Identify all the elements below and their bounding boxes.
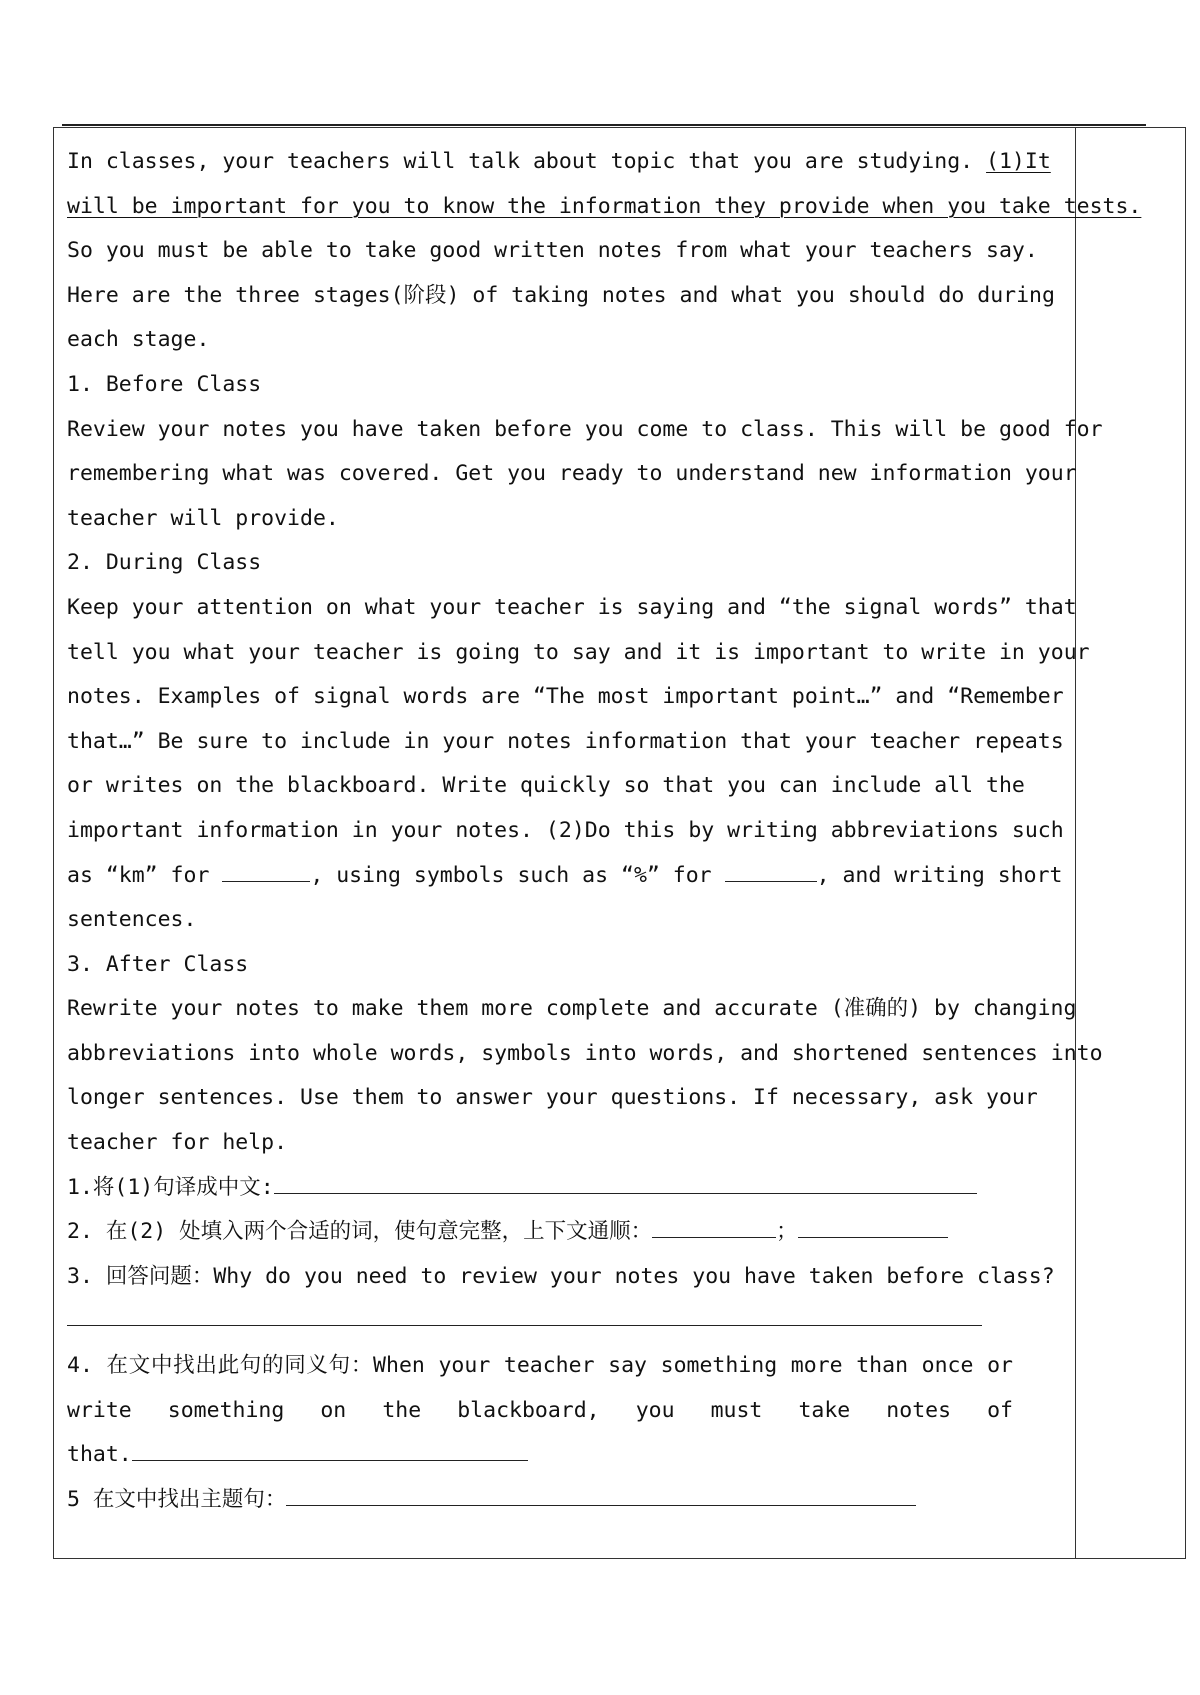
question-4: 4. 在文中找出此句的同义句：When your teacher say something more than once or <box>67 1353 1013 1379</box>
passage-line: Here are the three stages(阶段) of taking notes and what you should do during <box>67 282 1055 308</box>
blank-km[interactable] <box>222 855 310 882</box>
passage-line: teacher will provide. <box>67 505 339 531</box>
passage-line: Keep your attention on what your teacher is saying and “the signal words” that <box>67 594 1077 620</box>
question-3: 3. 回答问题：Why do you need to review your notes you have taken before class? <box>67 1263 1055 1289</box>
passage-line: remembering what was covered. Get you ready to understand new information your <box>67 461 1077 487</box>
question-5: 5 在文中找出主题句： <box>67 1478 1013 1523</box>
passage-line: In classes, your teachers will talk about topic that you are studying. (1)It <box>67 149 1051 174</box>
passage-line: Rewrite your notes to make them more complete and accurate (准确的) by changing <box>67 996 1077 1022</box>
passage-line: or writes on the blackboard. Write quickly so that you can include all the <box>67 773 1025 799</box>
answer-blank-q4[interactable] <box>132 1434 528 1461</box>
side-column-divider <box>1075 128 1076 1558</box>
passage-line: So you must be able to take good written notes from what your teachers say. <box>67 238 1038 264</box>
passage-line-with-blanks: as “km” for , using symbols such as “%” for , and writing short <box>67 854 1013 899</box>
underlined-sentence-marker: (1)It <box>986 149 1051 174</box>
passage-line: Review your notes you have taken before you come to class. This will be good for <box>67 416 1103 442</box>
passage-line: sentences. <box>67 907 197 933</box>
passage-line: abbreviations into whole words, symbols into words, and shortened sentences into <box>67 1040 1103 1066</box>
section-heading-after-class: 3. After Class <box>67 951 249 977</box>
header-rule <box>62 124 1146 126</box>
blank-percent[interactable] <box>725 855 817 882</box>
passage-line: each stage. <box>67 327 210 353</box>
answer-blank-q1[interactable] <box>274 1167 977 1194</box>
passage-cell <box>67 140 1142 1522</box>
question-4-cont: write something on the blackboard, you must take notes of <box>67 1397 1013 1423</box>
answer-blank-q2a[interactable] <box>652 1211 776 1238</box>
passage-line: that…” Be sure to include in your notes information that your teacher repeats <box>67 728 1064 754</box>
section-heading-during-class: 2. During Class <box>67 550 262 576</box>
passage-line: teacher for help. <box>67 1130 288 1156</box>
answer-rule-q3 <box>67 1325 982 1326</box>
underlined-sentence: will be important for you to know the information they provide when you take tests. <box>67 193 1142 219</box>
answer-blank-q2b[interactable] <box>798 1211 948 1238</box>
question-2: 2. 在(2) 处填入两个合适的词，使句意完整，上下文通顺： ； <box>67 1210 1013 1255</box>
question-4-end: that. <box>67 1433 1013 1478</box>
passage-line: tell you what your teacher is going to say and it is important to write in your <box>67 639 1090 665</box>
worksheet-table <box>53 127 1186 1559</box>
answer-blank-q5[interactable] <box>286 1479 916 1506</box>
passage-line: notes. Examples of signal words are “The most important point…” and “Remember <box>67 684 1064 710</box>
section-heading-before-class: 1. Before Class <box>67 371 262 397</box>
answer-line-q3[interactable] <box>67 1299 1013 1344</box>
passage-line: longer sentences. Use them to answer your questions. If necessary, ask your <box>67 1085 1038 1111</box>
question-1: 1.将(1)句译成中文: <box>67 1166 1013 1211</box>
passage-line: important information in your notes. (2)Do this by writing abbreviations such <box>67 817 1064 843</box>
